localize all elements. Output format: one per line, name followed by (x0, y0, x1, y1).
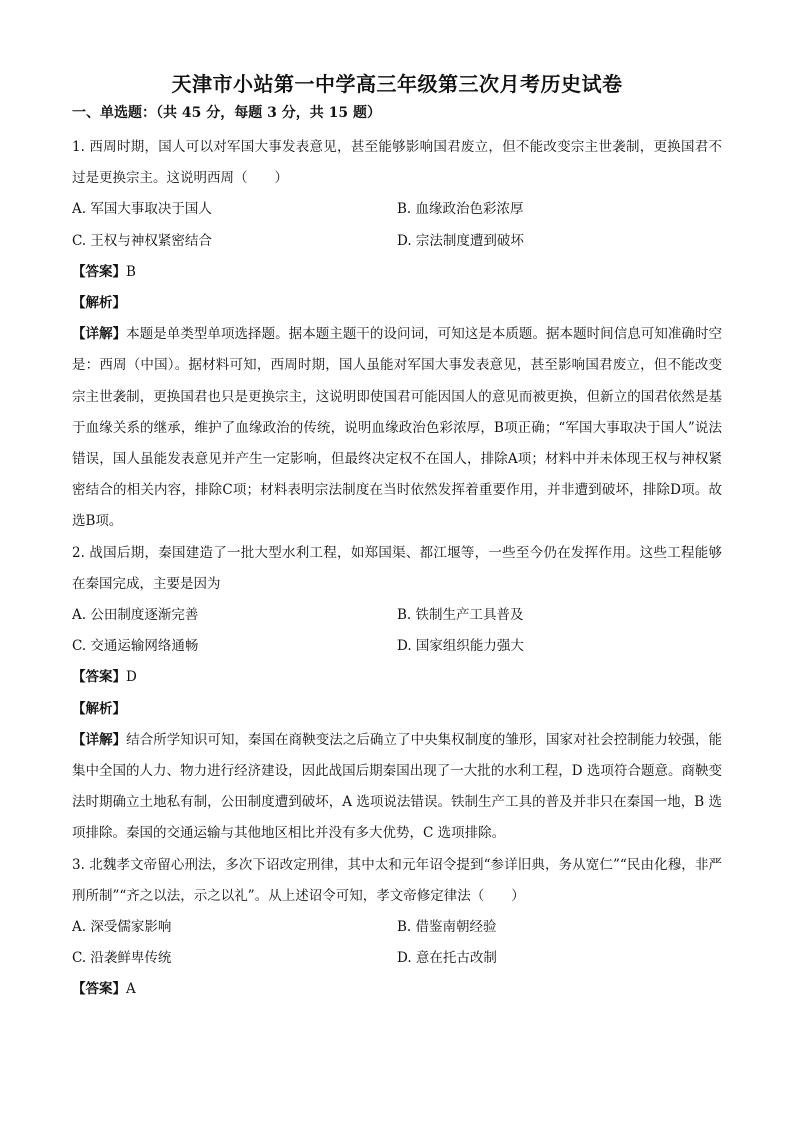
options-grid (72, 194, 722, 256)
detail-paragraph (72, 319, 722, 537)
question-stem: 1. 西周时期，国人可以对军国大事发表意见，甚至能够影响国君废立，但不能改变宗主世袭制，更换国君不过是更换宗主。这说明西周（ ） (72, 139, 722, 187)
question-1 (72, 132, 722, 538)
analysis-label: 【解析】 (72, 295, 126, 312)
option-a: A. 军国大事取决于国人 (72, 201, 212, 218)
answer-line (72, 662, 722, 693)
section-header: 一、单选题：（共 45 分，每题 3 分，共 15 题） (72, 105, 381, 121)
option-a: A. 深受儒家影响 (72, 919, 172, 936)
detail-text: 本题是单类型单项选择题。据本题主题干的设问词，可知这是本质题。据本题时间信息可知准确时空是：西周（中国）。据材料可知，西周时期，国人虽能对军国大事发表意见，甚至影响国君废立，但不能改变宗主世袭制，更换国君也只是更换宗主，这说明即使国君可能因国人的意见而被更换，但新立的国君依然是基于血缘关系的继承，维护了血缘政治的传统，说明血缘政治色彩浓厚，B项正确；“军国大事取决于国人”说法错误，国人虽能发表意见并产生一定影响，但最终决定权不在国人，排除A项；材料中并未体现王权与神权紧密结合的相关内容，排除C项；材料表明宗法制度在当时依然发挥着重要作用，并非遭到破坏，排除D项。故选B项。 (72, 326, 723, 530)
question-stem: 2. 战国后期，秦国建造了一批大型水利工程，如郑国渠、都江堰等，一些至今仍在发挥作用。这些工程能够在秦国完成，主要是因为 (72, 544, 722, 592)
answer-label: 【答案】 (72, 669, 126, 686)
analysis-label: 【解析】 (72, 700, 126, 717)
option-b: B. 血缘政治色彩浓厚 (397, 201, 524, 218)
option-b: B. 铁制生产工具普及 (397, 607, 524, 624)
answer-label: 【答案】 (72, 263, 126, 280)
detail-label: 【详解】 (72, 326, 127, 343)
option-d: D. 国家组织能力强大 (397, 638, 524, 655)
answer-value: D (126, 669, 137, 686)
answer-value: B (126, 263, 136, 280)
options-grid (72, 600, 722, 662)
answer-line (72, 257, 722, 288)
question-3 (72, 850, 722, 1006)
answer-line (72, 974, 722, 1005)
question-stem: 3. 北魏孝文帝留心刑法，多次下诏改定刑律，其中太和元年诏令提到“参详旧典，务从宽仁”“民由化穆，非严刑所制”“齐之以法，示之以礼”。从上述诏令可知，孝文帝修定律法（ ） (72, 856, 722, 904)
option-c: C. 王权与神权紧密结合 (72, 232, 212, 249)
option-a: A. 公田制度逐渐完善 (72, 607, 199, 624)
answer-value: A (126, 981, 136, 998)
detail-label: 【详解】 (72, 731, 127, 748)
option-c: C. 沿袭鲜卑传统 (72, 950, 172, 967)
option-d: D. 宗法制度遭到破坏 (397, 232, 524, 249)
option-d: D. 意在托古改制 (397, 950, 497, 967)
question-2 (72, 538, 722, 850)
answer-label: 【答案】 (72, 981, 126, 998)
option-c: C. 交通运输网络通畅 (72, 638, 199, 655)
options-grid (72, 912, 722, 974)
detail-paragraph (72, 725, 722, 850)
detail-text: 结合所学知识可知，秦国在商鞅变法之后确立了中央集权制度的雏形，国家对社会控制能力较强，能集中全国的人力、物力进行经济建设，因此战国后期秦国出现了一大批的水利工程，D 选项符合题意。商鞅变法时期确立土地私有制，公田制度遭到破坏，A 选项说法错误。铁制生产工具的普及并非只在秦国一地，B 选项排除。秦国的交通运输与其他地区相比并没有多大优势，C 选项排除。 (72, 731, 723, 842)
option-b: B. 借鉴南朝经验 (397, 919, 497, 936)
exam-title: 天津市小站第一中学高三年级第三次月考历史试卷 (171, 72, 623, 96)
